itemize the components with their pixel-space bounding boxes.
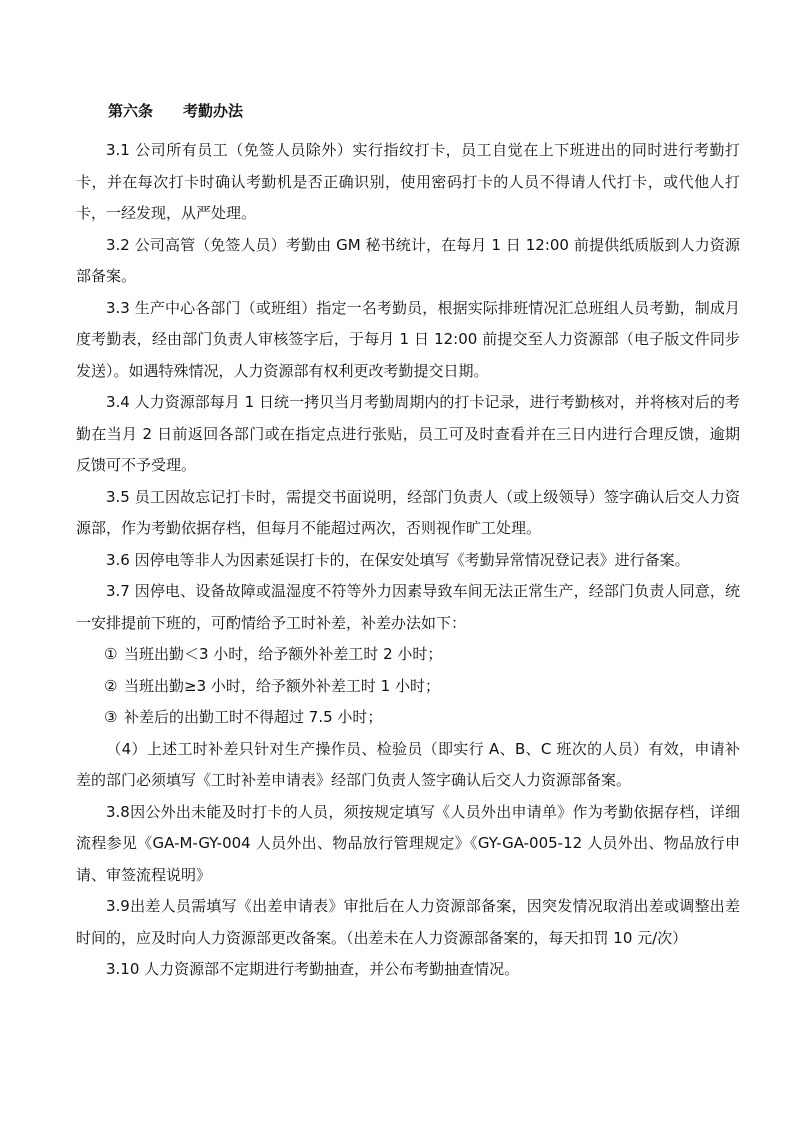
paragraph-3-5: 3.5 员工因故忘记打卡时，需提交书面说明，经部门负责人（或上级领导）签字确认后交人力资源部，作为考勤依据存档，但每月不能超过两次，否则视作旷工处理。 — [76, 487, 740, 537]
article-heading — [108, 96, 243, 128]
paragraph-3-7: 3.7 因停电、设备故障或温湿度不符等外力因素导致车间无法正常生产，经部门负责人同意，统一安排提前下班的，可酌情给予工时补差，补差办法如下： — [76, 582, 740, 632]
paragraph-3-9: 3.9出差人员需填写《出差申请表》审批后在人力资源部备案，因突发情况取消出差或调整出差时间的，应及时向人力资源部更改备案。（出差未在人力资源部备案的，每天扣罚 10 元/次） — [76, 897, 740, 947]
note-4: （4）上述工时补差只针对生产操作员、检验员（即实行 A、B、C 班次的人员）有效，申请补差的部门必须填写《工时补差申请表》经部门负责人签字确认后交人力资源部备案。 — [76, 739, 740, 789]
paragraph-3-8: 3.8因公外出未能及时打卡的人员，须按规定填写《人员外出申请单》作为考勤依据存档，详细流程参见《GA-M-GY-004 人员外出、物品放行管理规定》《GY-GA-005-12 人员外出、物品放行申请、审签流程说明》 — [76, 802, 740, 884]
list-item: ① 当班出勤＜3 小时，给予额外补差工时 2 小时； — [104, 645, 443, 663]
paragraph-3-6: 3.6 因停电等非人为因素延误打卡的，在保安处填写《考勤异常情况登记表》进行备案。 — [106, 550, 690, 569]
document-body — [76, 135, 740, 986]
paragraph-3-1: 3.1 公司所有员工（免签人员除外）实行指纹打卡，员工自觉在上下班进出的同时进行考勤打卡，并在每次打卡时确认考勤机是否正确识别，使用密码打卡的人员不得请人代打卡，或代他人打卡，一经发现，从严处理。 — [76, 141, 740, 222]
paragraph-3-10: 3.10 人力资源部不定期进行考勤抽查，并公布考勤抽查情况。 — [106, 960, 520, 978]
paragraph-3-4: 3.4 人力资源部每月 1 日统一拷贝当月考勤周期内的打卡记录，进行考勤核对，并将核对后的考勤在当月 2 日前返回各部门或在指定点进行张贴，员工可及时查看并在三日内进行合理反馈，逾期反馈可不予受理。 — [76, 393, 740, 474]
article-number: 第六条 — [108, 102, 154, 120]
article-title: 考勤办法 — [183, 102, 244, 120]
paragraph-3-3: 3.3 生产中心各部门（或班组）指定一名考勤员，根据实际排班情况汇总班组人员考勤，制成月度考勤表，经由部门负责人审核签字后，于每月 1 日 12:00 前提交至人力资源部（电子版文件同步发送）。如遇特殊情况，人力资源部有权利更改考勤提交日期。 — [76, 298, 740, 380]
list-item: ② 当班出勤≥3 小时，给予额外补差工时 1 小时； — [104, 676, 440, 695]
list-item: ③ 补差后的出勤工时不得超过 7.5 小时； — [104, 708, 383, 726]
paragraph-3-2: 3.2 公司高管（免签人员）考勤由 GM 秘书统计，在每月 1 日 12:00 前提供纸质版到人力资源部备案。 — [76, 235, 740, 285]
